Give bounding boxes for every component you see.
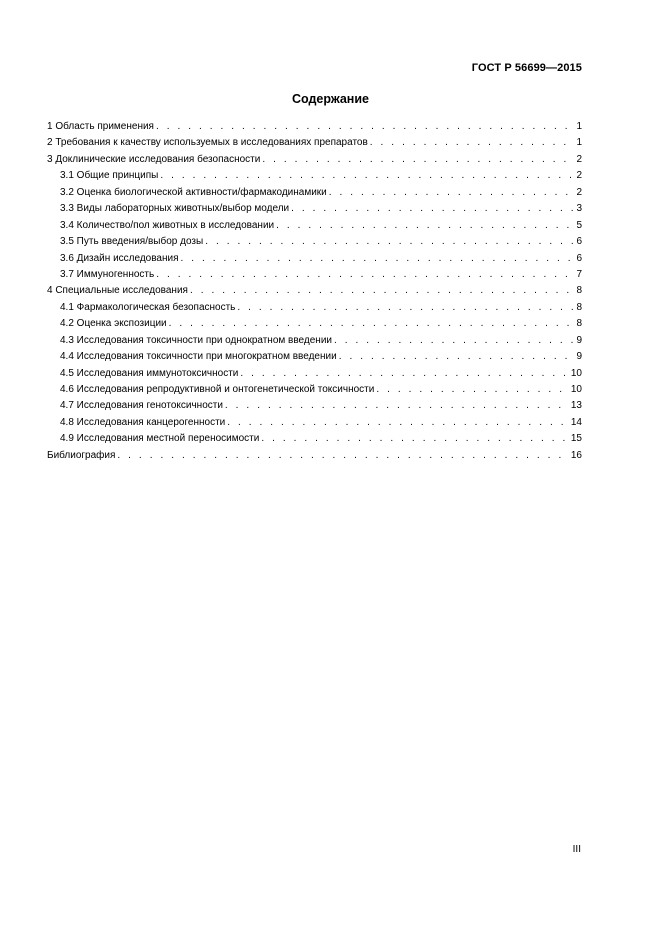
- toc-entry-label: 3.2 Оценка биологической активности/фармакодинамики: [60, 186, 327, 198]
- toc-entry-page: 8: [576, 285, 582, 297]
- document-code: ГОСТ Р 56699—2015: [471, 62, 582, 74]
- toc-entry-page: 9: [576, 351, 582, 363]
- toc-entry[interactable]: [47, 415, 582, 431]
- toc-entry-page: 8: [576, 301, 582, 313]
- toc-dot-leader: [237, 300, 573, 316]
- toc-dot-leader: [227, 415, 568, 431]
- toc-entry-label: 3.6 Дизайн исследования: [60, 252, 179, 264]
- page-number: III: [572, 844, 581, 855]
- toc-dot-leader: [156, 119, 573, 135]
- toc-dot-leader: [205, 234, 573, 250]
- toc-dot-leader: [181, 251, 574, 267]
- toc-dot-leader: [339, 349, 574, 365]
- toc-entry-page: 7: [576, 268, 582, 280]
- toc-entry[interactable]: [47, 251, 582, 267]
- toc-entry-page: 10: [570, 367, 582, 379]
- toc-dot-leader: [261, 431, 568, 447]
- toc-entry-label: 4.7 Исследования генотоксичности: [60, 400, 223, 412]
- toc-entry-page: 10: [570, 384, 582, 395]
- toc-entry[interactable]: [47, 119, 582, 135]
- toc-entry-label: 4.9 Исследования местной переносимости: [60, 433, 260, 445]
- toc-entry-page: 6: [576, 252, 582, 264]
- toc-entry[interactable]: [47, 283, 582, 299]
- toc-entry[interactable]: [47, 185, 582, 201]
- toc-dot-leader: [370, 135, 574, 151]
- toc-entry-label: 4.1 Фармакологическая безопасность: [60, 301, 236, 313]
- toc-entry[interactable]: [47, 168, 582, 184]
- toc-entry-page: 16: [570, 449, 582, 461]
- toc-entry-label: 4.2 Оценка экспозиции: [60, 318, 167, 330]
- toc-entry-label: 3 Доклинические исследования безопасности: [47, 153, 261, 165]
- toc-entry[interactable]: [47, 135, 582, 151]
- toc-entry[interactable]: [47, 201, 582, 217]
- toc-entry-label: 3.7 Иммуногенность: [60, 268, 155, 280]
- toc-dot-leader: [225, 398, 568, 414]
- toc-dot-leader: [376, 382, 568, 398]
- toc-entry-page: 1: [576, 121, 582, 132]
- toc-dot-leader: [329, 185, 574, 201]
- toc-entry-page: 3: [576, 203, 582, 215]
- toc-entry-label: 4.4 Исследования токсичности при многократном введении: [60, 351, 337, 363]
- toc-entry-label: 3.3 Виды лабораторных животных/выбор модели: [60, 203, 290, 215]
- toc-entry-page: 8: [576, 318, 582, 330]
- toc-entry[interactable]: [47, 300, 582, 316]
- toc-entry[interactable]: [47, 398, 582, 414]
- toc-entry-label: 2 Требования к качеству используемых в исследованиях препаратов: [47, 137, 368, 149]
- toc-entry[interactable]: [47, 349, 582, 365]
- toc-entry-page: 6: [576, 236, 582, 248]
- toc-entry-page: 14: [570, 416, 582, 428]
- toc-entry-label: 4.5 Исследования иммунотоксичности: [60, 367, 239, 379]
- toc-dot-leader: [240, 366, 567, 382]
- toc-entry[interactable]: [47, 267, 582, 283]
- toc-dot-leader: [169, 316, 574, 332]
- toc-entry[interactable]: [47, 382, 582, 398]
- toc-entry-label: 1 Область применения: [47, 121, 154, 132]
- toc-entry-label: 3.4 Количество/пол животных в исследовании: [60, 219, 275, 231]
- toc-dot-leader: [156, 267, 573, 283]
- toc-title: Содержание: [291, 92, 369, 106]
- table-of-contents: [47, 119, 582, 464]
- toc-dot-leader: [276, 218, 573, 234]
- toc-dot-leader: [190, 283, 573, 299]
- toc-dot-leader: [334, 333, 573, 349]
- toc-dot-leader: [291, 201, 573, 217]
- toc-entry-label: 3.1 Общие принципы: [60, 170, 159, 182]
- toc-entry[interactable]: [47, 333, 582, 349]
- toc-entry-label: 4.8 Исследования канцерогенности: [60, 416, 226, 428]
- toc-entry[interactable]: [47, 218, 582, 234]
- toc-entry[interactable]: [47, 234, 582, 250]
- toc-entry-page: 1: [576, 137, 582, 149]
- toc-entry-page: 13: [570, 400, 582, 412]
- toc-entry-label: 3.5 Путь введения/выбор дозы: [60, 236, 204, 248]
- toc-dot-leader: [262, 152, 573, 168]
- toc-entry-page: 15: [570, 433, 582, 445]
- toc-entry-label: 4.6 Исследования репродуктивной и онтогенетической токсичности: [60, 384, 375, 395]
- toc-entry-page: 5: [576, 219, 582, 231]
- toc-dot-leader: [160, 168, 573, 184]
- toc-entry[interactable]: [47, 431, 582, 447]
- toc-entry[interactable]: [47, 152, 582, 168]
- toc-entry[interactable]: [47, 448, 582, 464]
- toc-entry-label: 4 Специальные исследования: [47, 285, 188, 297]
- toc-entry-label: 4.3 Исследования токсичности при однократном введении: [60, 334, 332, 346]
- toc-entry-page: 2: [576, 170, 582, 182]
- toc-entry-page: 9: [576, 334, 582, 346]
- toc-entry[interactable]: [47, 316, 582, 332]
- toc-entry-page: 2: [576, 186, 582, 198]
- toc-entry[interactable]: [47, 366, 582, 382]
- toc-dot-leader: [117, 448, 567, 464]
- toc-entry-page: 2: [576, 153, 582, 165]
- toc-entry-label: Библиография: [47, 449, 116, 461]
